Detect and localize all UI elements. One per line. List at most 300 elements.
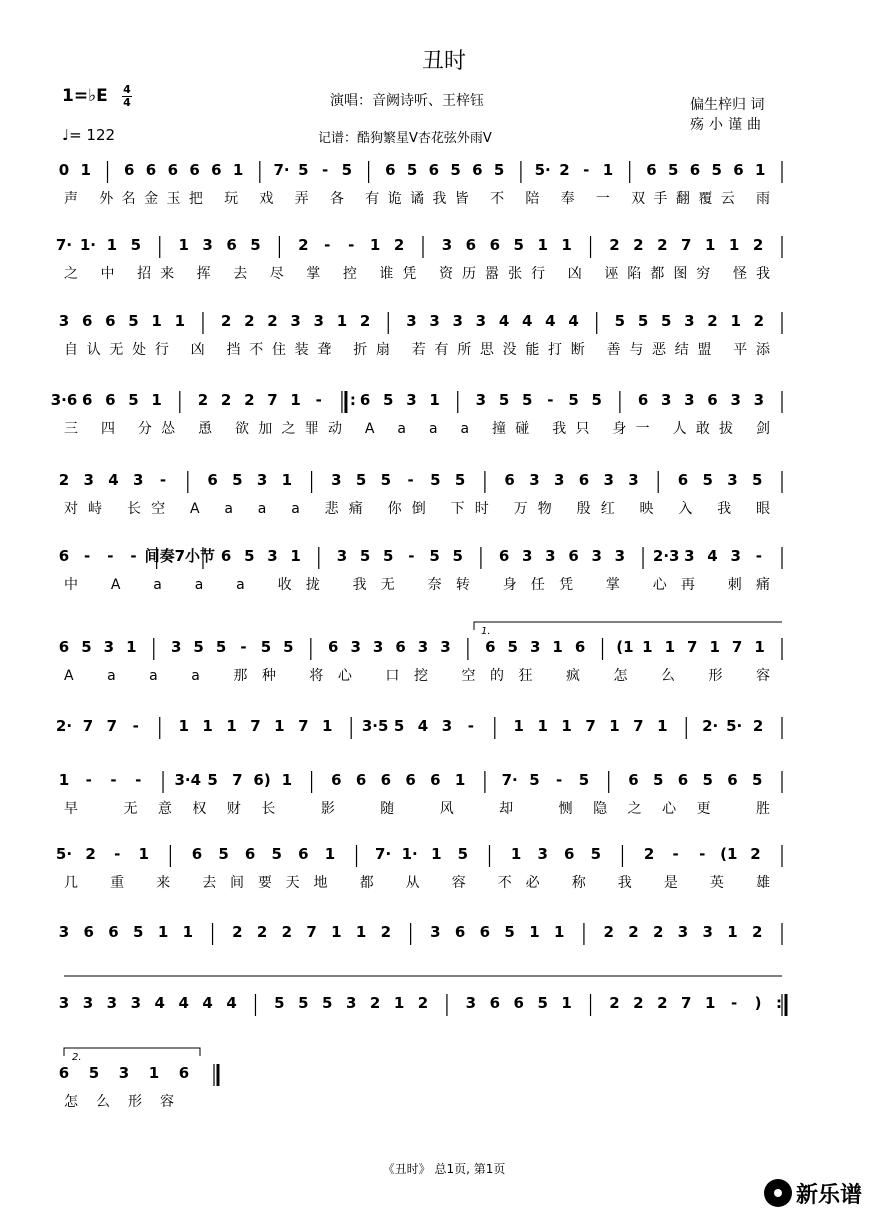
note: 5	[452, 547, 463, 565]
note: 1	[704, 236, 716, 254]
note: 1	[80, 161, 91, 179]
note: 1·	[79, 236, 97, 254]
note: 3·5	[361, 717, 389, 735]
note: 6	[628, 771, 639, 789]
note: 5·	[534, 161, 551, 179]
note: 2	[752, 236, 764, 254]
note: 1	[429, 391, 440, 409]
note: -	[547, 391, 554, 409]
note: 1	[178, 236, 189, 254]
note: 5	[260, 638, 272, 656]
note: 2	[380, 923, 392, 941]
note: 6	[385, 161, 396, 179]
note: 1	[148, 1064, 160, 1082]
note: 1	[157, 923, 169, 941]
note: 1	[126, 638, 137, 656]
note: 2·	[55, 717, 73, 735]
note: 7·	[501, 771, 518, 789]
note: 5	[298, 994, 309, 1012]
note: 5	[529, 771, 540, 789]
note: 4	[707, 547, 718, 565]
note: 3	[130, 994, 142, 1012]
time-signature-top: 4	[123, 83, 131, 96]
note: 5	[133, 923, 144, 941]
note: 4	[498, 312, 510, 330]
note: 5	[355, 471, 367, 489]
note: (1	[616, 638, 634, 656]
note: 2	[359, 312, 371, 330]
note: 5	[660, 312, 672, 330]
note: 5	[88, 1064, 100, 1082]
note: 3	[441, 236, 453, 254]
note: 1	[431, 845, 442, 863]
note: 6	[191, 845, 203, 863]
note: 5	[232, 471, 243, 489]
note: 5	[244, 547, 255, 565]
note: 3	[118, 1064, 130, 1082]
note: 5	[274, 994, 285, 1012]
note: 1	[704, 994, 716, 1012]
note: 6	[574, 638, 586, 656]
note: 5	[711, 161, 722, 179]
lyric-line: 对峙 长空 A a a a 悲痛 你倒 下时 万物 殷红 映 入 我 眼	[64, 501, 770, 517]
note: 5	[513, 236, 524, 254]
note: -	[583, 161, 590, 179]
note: 3	[170, 638, 182, 656]
record-disc-icon	[764, 1179, 792, 1207]
note: 4	[178, 994, 189, 1012]
note: 3	[475, 391, 487, 409]
note: 5	[406, 161, 418, 179]
note: 5	[271, 845, 282, 863]
composer-credit: 殇小谨曲	[690, 117, 766, 133]
note: 5	[298, 161, 309, 179]
note: 3·4	[174, 771, 202, 789]
note: 3	[406, 312, 417, 330]
note: 2	[609, 236, 620, 254]
note: 5	[457, 845, 469, 863]
note: 2	[417, 994, 429, 1012]
note: 6	[677, 771, 689, 789]
note: 5	[591, 391, 602, 409]
note: 7	[731, 638, 743, 656]
note: -	[110, 771, 117, 789]
note: 6	[578, 471, 590, 489]
note: 2·3	[652, 547, 680, 565]
note: 7	[681, 236, 692, 254]
note: 1	[290, 547, 301, 565]
note: 5	[454, 471, 466, 489]
volta-label-1: 1.	[481, 626, 491, 637]
note: 1	[322, 717, 333, 735]
volta-bracket-2	[64, 1048, 200, 1056]
note: 3	[372, 638, 384, 656]
note: 4	[154, 994, 165, 1012]
note: 3	[58, 994, 70, 1012]
note: 2	[197, 391, 209, 409]
note: 6	[220, 547, 232, 565]
note: 5	[493, 161, 505, 179]
note: -	[699, 845, 706, 863]
note: 6	[81, 391, 93, 409]
note: 6	[395, 638, 406, 656]
singer-credit: 演唱：音阙诗听、王梓钰	[330, 93, 484, 109]
note: 4	[108, 471, 119, 489]
lyric-line: 三 四 分怂 恿 欲加之罪动 A a a a 撞碰 我只 身一 人敢拔 剑	[64, 421, 770, 437]
note: 6	[83, 923, 94, 941]
note: 5	[380, 471, 392, 489]
note: -	[84, 547, 91, 565]
note: 7	[681, 994, 692, 1012]
note: 1	[454, 771, 466, 789]
note: 6	[105, 312, 116, 330]
note: 6	[504, 471, 515, 489]
note: 1	[331, 923, 342, 941]
note: -	[135, 771, 142, 789]
note: 2	[244, 312, 255, 330]
note: 2	[657, 994, 668, 1012]
note: 1	[561, 994, 572, 1012]
note: 2	[628, 923, 639, 941]
note: 2	[609, 994, 620, 1012]
note: 3	[684, 312, 695, 330]
note: 3	[727, 471, 738, 489]
note: 3·6	[50, 391, 78, 409]
note: 2	[369, 994, 381, 1012]
note: 5	[341, 161, 353, 179]
note: 5	[614, 312, 626, 330]
note: -	[240, 638, 247, 656]
note: 1	[369, 236, 381, 254]
note: 5	[215, 638, 227, 656]
note: 5	[128, 391, 139, 409]
note: 3	[103, 638, 115, 656]
note: -	[672, 845, 679, 863]
note: 1	[281, 771, 293, 789]
note: 6	[359, 391, 371, 409]
note: 4	[568, 312, 579, 330]
note: -	[324, 236, 331, 254]
note: 3	[441, 717, 453, 735]
note: 3	[133, 471, 144, 489]
note: 6	[328, 638, 339, 656]
note: 1	[664, 638, 676, 656]
note: 4	[202, 994, 213, 1012]
note: 6	[405, 771, 416, 789]
note: 1	[510, 845, 522, 863]
note: 2	[750, 845, 761, 863]
note: 1	[151, 312, 162, 330]
note: 6	[498, 547, 510, 565]
note: 3	[591, 547, 602, 565]
note: 3	[537, 845, 548, 863]
note: 3	[465, 994, 477, 1012]
note: 6	[189, 161, 200, 179]
note: 1	[281, 471, 293, 489]
note: 1	[602, 161, 614, 179]
note: 1	[274, 717, 285, 735]
note: 3	[660, 391, 672, 409]
note: -	[467, 717, 474, 735]
note: 6	[428, 161, 440, 179]
note: 1·	[401, 845, 418, 863]
note: 5	[507, 638, 518, 656]
note: 3	[331, 471, 342, 489]
note: 5	[667, 161, 679, 179]
note: -	[731, 994, 738, 1012]
note: 4	[522, 312, 533, 330]
note: 7	[232, 771, 243, 789]
note: 1	[513, 717, 524, 735]
note: 5	[702, 471, 713, 489]
note: 2	[220, 391, 232, 409]
volta-bracket-1	[474, 622, 782, 630]
note: 1	[642, 638, 653, 656]
lyric-line: 自认无处行 凶 挡不住装聋 折扇 若有所思没能打断 善与恶结盟 平添	[64, 342, 770, 358]
lyric-line: A a a a 那种 将心 口挖 空的狂 疯 怎 么 形 容	[64, 668, 770, 684]
note: 3	[429, 312, 440, 330]
note: -	[755, 547, 762, 565]
note: 3	[677, 923, 689, 941]
note: 6	[465, 236, 477, 254]
lyric-line: 几 重 来 去间要天地 都 从 容 不必 称 我 是 英 雄	[64, 875, 770, 891]
note: 5	[128, 312, 139, 330]
note: 2	[244, 391, 255, 409]
note: -	[321, 161, 329, 179]
note: 2	[633, 236, 644, 254]
note: 3	[406, 391, 417, 409]
transcriber-credit: 记谱：酷狗繁星V杏花弦外雨V	[318, 131, 492, 146]
note: 5	[283, 638, 294, 656]
note: 2	[220, 312, 232, 330]
note: -	[130, 547, 137, 565]
note: 6	[58, 638, 70, 656]
note: -	[348, 236, 355, 254]
note: 6	[454, 923, 466, 941]
note: 6	[331, 771, 342, 789]
note: -	[315, 391, 322, 409]
note: 2	[393, 236, 405, 254]
note: 6	[211, 161, 222, 179]
note: -	[407, 471, 414, 489]
key-signature: 1=♭E	[62, 86, 108, 106]
note: 6	[145, 161, 157, 179]
note: 6	[167, 161, 179, 179]
note: 1	[58, 771, 70, 789]
note: -	[159, 471, 167, 489]
note: 5	[498, 391, 510, 409]
repeat-sign: :	[349, 391, 356, 409]
note: 3	[452, 312, 463, 330]
note: 4	[226, 994, 237, 1012]
note: 6	[564, 845, 575, 863]
note: 2	[753, 312, 765, 330]
note: 1	[355, 923, 367, 941]
note: 2	[267, 312, 278, 330]
note: 3	[545, 547, 556, 565]
note: 5	[537, 994, 548, 1012]
note: 3	[350, 638, 361, 656]
lyric-line: 之 中 招来 挥 去 尽 掌 控 谁凭 资历嚣张行 凶 诬陷都图穷 怪我	[64, 266, 771, 282]
note: 3	[529, 471, 540, 489]
note: 7	[106, 717, 118, 735]
note: 1	[393, 994, 405, 1012]
note: 6	[479, 923, 491, 941]
note: 3	[753, 391, 765, 409]
note: 5	[590, 845, 602, 863]
note: 6	[108, 923, 119, 941]
note: 1	[537, 717, 548, 735]
note: 2	[603, 923, 614, 941]
note: 5	[702, 771, 713, 789]
note: 5	[652, 771, 664, 789]
note: 3	[313, 312, 324, 330]
volta-label-2: 2.	[72, 1052, 82, 1063]
note: 2	[643, 845, 655, 863]
note: 7·	[273, 161, 290, 179]
note: 1	[202, 717, 213, 735]
note: 6	[244, 845, 256, 863]
note: 1	[553, 923, 565, 941]
note: 1	[182, 923, 194, 941]
note: 6	[124, 161, 135, 179]
note: 1	[709, 638, 720, 656]
note: 6	[105, 391, 116, 409]
note: 6	[489, 236, 501, 254]
note: 6	[58, 547, 70, 565]
note: 3	[345, 994, 357, 1012]
note: -	[132, 717, 139, 735]
note: 7	[298, 717, 309, 735]
note: 5	[130, 236, 142, 254]
note: 3	[336, 547, 348, 565]
lyric-line: 怎 么 形 容	[64, 1094, 174, 1110]
note: 1	[728, 236, 740, 254]
note: -	[556, 771, 563, 789]
note: 6	[298, 845, 309, 863]
note: 3	[684, 391, 695, 409]
note: 1	[727, 923, 738, 941]
note: 2·	[702, 717, 719, 735]
note: 3	[430, 923, 441, 941]
note: 6	[568, 547, 579, 565]
note: 1	[537, 236, 548, 254]
note: 6	[58, 1064, 70, 1082]
note: 3	[290, 312, 301, 330]
note: 2	[633, 994, 644, 1012]
note: 3	[529, 638, 541, 656]
note: 5	[637, 312, 649, 330]
note: 6	[81, 312, 93, 330]
note: 1	[178, 717, 189, 735]
note: 6	[513, 994, 524, 1012]
note: 5	[81, 638, 92, 656]
note: 6	[689, 161, 701, 179]
note: 3	[702, 923, 713, 941]
tempo-marking: ♩= 122	[62, 126, 116, 144]
time-signature-bottom: 4	[123, 96, 131, 109]
note: 5	[383, 391, 394, 409]
note: 2	[752, 923, 763, 941]
note: 1	[561, 717, 572, 735]
note: 3	[603, 471, 614, 489]
note: 6	[733, 161, 744, 179]
note: 6	[707, 391, 718, 409]
note: 7	[82, 717, 94, 735]
note: 7·	[375, 845, 392, 863]
note: 6	[380, 771, 392, 789]
note: 7	[633, 717, 644, 735]
note: 3	[58, 312, 70, 330]
note: 2	[559, 161, 570, 179]
note: 2	[256, 923, 268, 941]
note: 2	[85, 845, 96, 863]
note: 5	[193, 638, 204, 656]
note: 6	[226, 236, 237, 254]
note: 间奏7小节	[144, 547, 216, 565]
note: 1	[730, 312, 741, 330]
note: 1	[754, 638, 765, 656]
note: 1	[151, 391, 162, 409]
note: 3	[417, 638, 429, 656]
note: 3	[475, 312, 487, 330]
site-logo: 新乐谱	[796, 1183, 863, 1208]
note: 5	[430, 471, 441, 489]
note: 2	[707, 312, 718, 330]
note: 2	[232, 923, 243, 941]
lyric-line: 声 外名金玉把 玩 戏 弄 各 有诡谲我皆 不 陪 奉 一 双手翻覆云 雨	[64, 191, 770, 207]
note: -	[107, 547, 114, 565]
repeat-sign: :	[776, 994, 782, 1012]
note: -	[85, 771, 92, 789]
lyric-line: 中 A a a a 收拢 我无 奈转 身任凭 掌 心再 刺痛	[64, 577, 770, 593]
note: 1	[174, 312, 186, 330]
note: 5	[393, 717, 405, 735]
note: 3	[730, 547, 741, 565]
lyricist-credit: 偏生梓归 词	[690, 97, 765, 113]
note: 7	[250, 717, 261, 735]
note: 3	[106, 994, 118, 1012]
note: 2	[657, 236, 668, 254]
note: 5	[207, 771, 218, 789]
note: 2	[752, 717, 764, 735]
note: 1	[138, 845, 149, 863]
note: 5	[322, 994, 333, 1012]
note: 7	[687, 638, 698, 656]
note: -	[408, 547, 415, 565]
note: 1	[561, 236, 572, 254]
note: 3	[730, 391, 741, 409]
note: 7	[306, 923, 317, 941]
note: 6	[207, 471, 218, 489]
note: 3	[614, 547, 626, 565]
lyric-line: 早 无意权财长 影 随 风 却 恻隐之心更 胜	[64, 801, 770, 817]
note: 1	[290, 391, 301, 409]
note: 3	[684, 547, 695, 565]
note: 1	[552, 638, 563, 656]
note: 6	[646, 161, 657, 179]
note: 3	[553, 471, 565, 489]
note: 5	[752, 771, 763, 789]
note: 3	[256, 471, 268, 489]
note: 5·	[55, 845, 73, 863]
note: )	[754, 994, 762, 1012]
note: 1	[232, 161, 244, 179]
note: 5·	[726, 717, 743, 735]
note: 5	[522, 391, 533, 409]
note: 5	[359, 547, 371, 565]
note: 5	[450, 161, 461, 179]
